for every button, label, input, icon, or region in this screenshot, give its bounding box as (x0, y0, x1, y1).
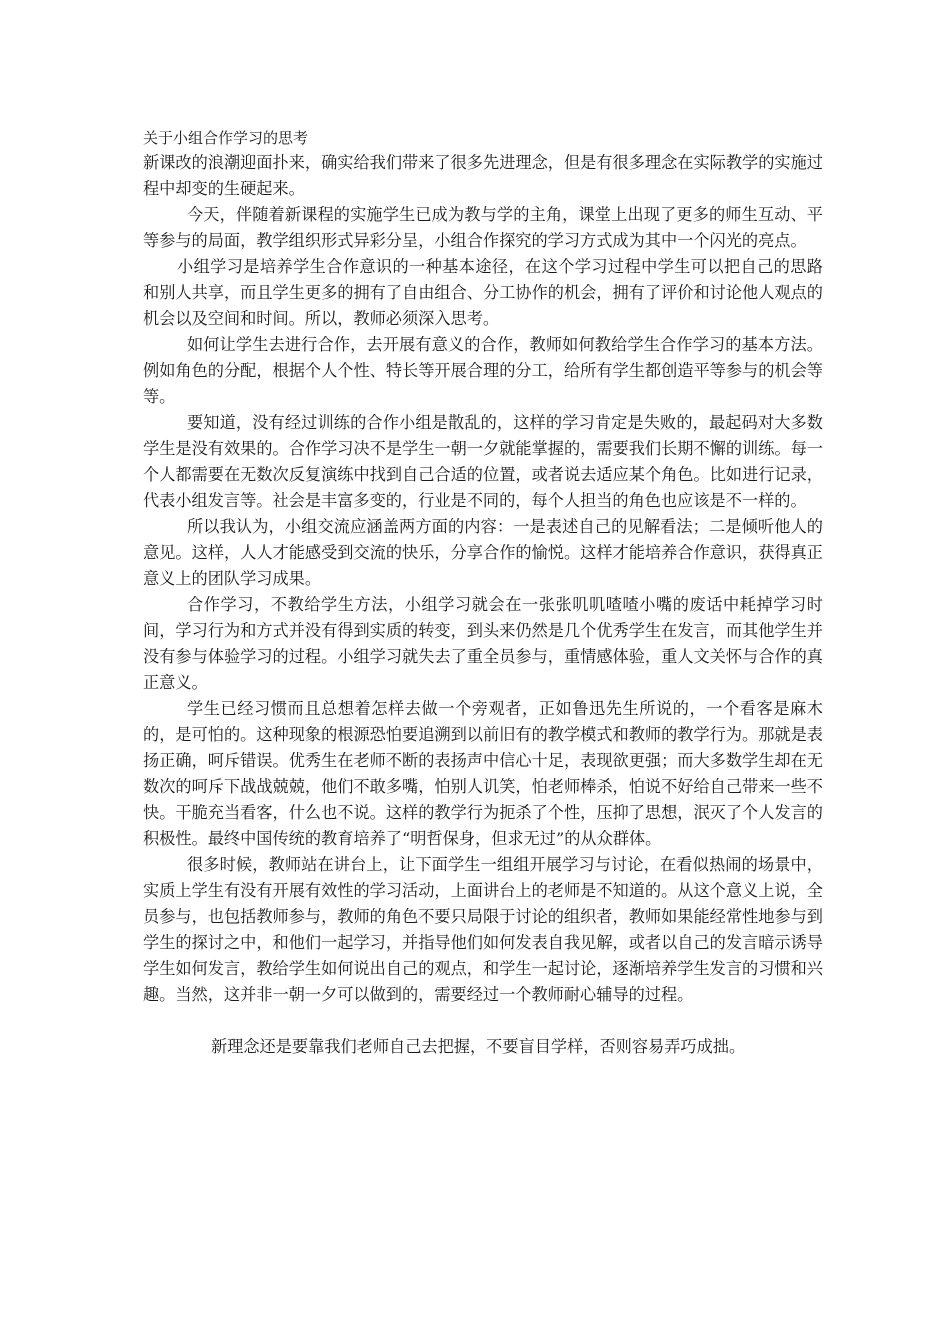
closing-line: 新理念还是要靠我们老师自己去把握，不要盲目学样，否则容易弄巧成拙。 (211, 1037, 746, 1056)
paragraph-5: 要知道，没有经过训练的合作小组是散乱的，这样的学习肯定是失败的，最起码对大多数学生是没有效果的。合作学习决不是学生一朝一夕就能掌握的，需要我们长期不懈的训练。每一个人都需要在无数次反复演练中找到自己合适的位置，或者说去适应某个角色。比如进行记录，代表小组发言等。社会是丰富多变的，行业是不同的，每个人担当的角色也应该是不一样的。 (143, 413, 823, 510)
paragraph-6: 所以我认为，小组交流应涵盖两方面的内容：一是表述自己的见解看法；二是倾听他人的意见。这样，人人才能感受到交流的快乐，分享合作的愉悦。这样才能培养合作意识，获得真正意义上的团队学习成果。 (143, 517, 823, 588)
paragraph-2: 今天，伴随着新课程的实施学生已成为教与学的主角，课堂上出现了更多的师生互动、平等参与的局面，教学组织形式异彩分呈，小组合作探究的学习方式成为其中一个闪光的亮点。 (143, 205, 823, 250)
document-title: 关于小组合作学习的思考 (143, 129, 309, 147)
paragraph-7: 合作学习，不教给学生方法，小组学习就会在一张张叽叽喳喳小嘴的废话中耗掉学习时间，学习行为和方式并没有得到实质的转变，到头来仍然是几个优秀学生在发言，而其他学生并没有参与体验学习的过程。小组学习就失去了重全员参与，重情感体验，重人文关怀与合作的真正意义。 (143, 595, 823, 692)
document-body (143, 120, 823, 1060)
paragraph-intro: 新课改的浪潮迎面扑来，确实给我们带来了很多先进理念，但是有很多理念在实际教学的实施过程中却变的生硬起来。 (143, 153, 823, 198)
paragraph-4: 如何让学生去进行合作，去开展有意义的合作，教师如何教给学生合作学习的基本方法。例如角色的分配，根据个人个性、特长等开展合理的分工，给所有学生都创造平等参与的机会等等。 (143, 335, 823, 406)
paragraph-3: 小组学习是培养学生合作意识的一种基本途径，在这个学习过程中学生可以把自己的思路和别人共享，而且学生更多的拥有了自由组合、分工协作的机会，拥有了评价和讨论他人观点的机会以及空间和时间。所以，教师必须深入思考。 (143, 257, 823, 328)
paragraph-9: 很多时候，教师站在讲台上，让下面学生一组组开展学习与讨论，在看似热闹的场景中，实质上学生有没有开展有效性的学习活动，上面讲台上的老师是不知道的。从这个意义上说，全员参与，也包括教师参与，教师的角色不要只局限于讨论的组织者，教师如果能经常性地参与到学生的探讨之中，和他们一起学习，并指导他们如何发表自我见解，或者以自己的发言暗示诱导学生如何发言，教给学生如何说出自己的观点，和学生一起讨论，逐渐培养学生发言的习惯和兴趣。当然，这并非一朝一夕可以做到的，需要经过一个教师耐心辅导的过程。 (143, 855, 823, 1004)
paragraph-8: 学生已经习惯而且总想着怎样去做一个旁观者，正如鲁迅先生所说的，一个看客是麻木的，是可怕的。这种现象的根源恐怕要追溯到以前旧有的教学模式和教师的教学行为。那就是表扬正确，呵斥错误。优秀生在老师不断的表扬声中信心十足，表现欲更强；而大多数学生却在无数次的呵斥下战战兢兢，他们不敢多嘴，怕别人讥笑，怕老师棒杀，怕说不好给自己带来一些不快。干脆充当看客，什么也不说。这样的教学行为扼杀了个性，压抑了思想，泯灭了个人发言的积极性。最终中国传统的教育培养了“明哲保身，但求无过”的从众群体。 (143, 699, 823, 848)
